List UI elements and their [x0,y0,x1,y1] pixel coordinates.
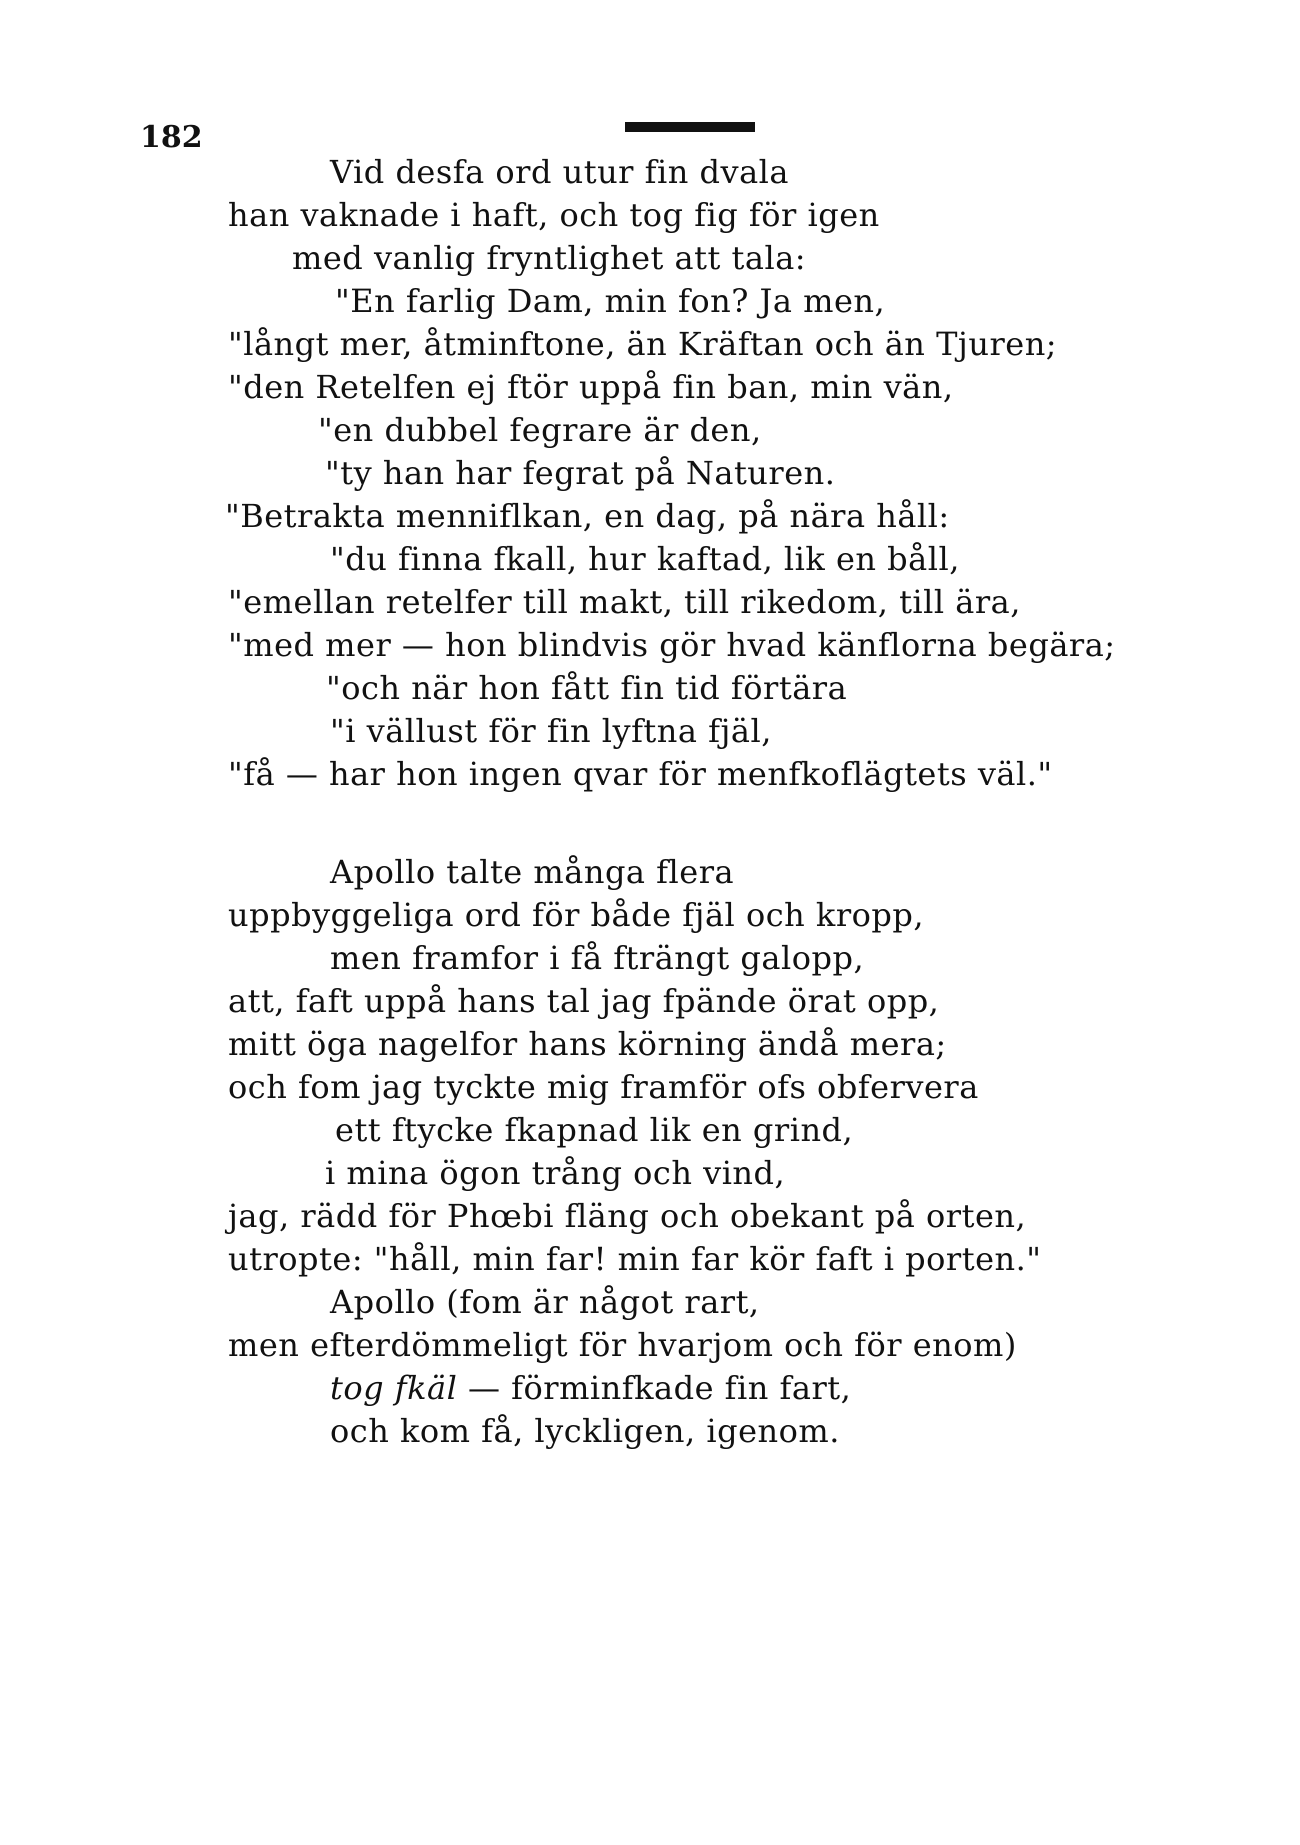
poem-line: Apollo (fom är något rart, [330,1283,760,1321]
poem-line: han vaknade i haft, och tog fig för igen [228,196,880,234]
poem-line: att, faft uppå hans tal jag fpände örat opp, [228,982,940,1020]
poem-line: "ty han har fegrat på Naturen. [325,454,836,492]
poem-line: "En farlig Dam, min fon? Ja men, [335,282,886,320]
poem-line: Apollo talte många flera [330,853,735,891]
poem-line: "och när hon fått fin tid förtära [326,669,848,707]
poem-line: jag, rädd för Phœbi fläng och obekant på orten, [228,1197,1027,1235]
poem-line: "du finna fkall, hur kaftad, lik en båll, [330,540,960,578]
poem-line: uppbyggeliga ord för både fjäl och kropp, [228,896,925,934]
poem-line: "den Retelfen ej ftör uppå fin ban, min vän, [228,368,954,406]
poem-line: "en dubbel fegrare är den, [318,411,762,449]
poem-line: med vanlig fryntlighet att tala: [292,239,807,277]
poem-line: och kom få, lyckligen, igenom. [330,1412,840,1450]
poem-line: "få — har hon ingen qvar för menfkoflägtets väl." [228,755,1053,793]
poem-line: men efterdömmeligt för hvarjom och för enom) [228,1326,1017,1364]
poem-line: tog fkäl — förminfkade fin fart, [330,1369,852,1407]
poem-line: mitt öga nagelfor hans körning ändå mera; [228,1025,947,1063]
poem-line: ett ftycke fkapnad lik en grind, [335,1111,854,1149]
poem-line: "i vällust för fin lyftna fjäl, [330,712,772,750]
poem-line: utropte: "håll, min far! min far kör faft i porten." [228,1240,1042,1278]
italic-fragment: tog fkäl [330,1369,458,1407]
poem-line: "Betrakta menniflkan, en dag, på nära håll: [225,497,950,535]
poem-line: "långt mer, åtminftone, än Kräftan och än Tjuren; [228,325,1058,363]
header-rule [625,122,755,132]
poem-line: och fom jag tyckte mig framför ofs obfervera [228,1068,979,1106]
poem-line: "emellan retelfer till makt, till rikedom, till ära, [228,583,1021,621]
page-number: 182 [140,120,203,155]
poem-line: Vid desfa ord utur fin dvala [330,153,789,191]
poem-line: "med mer — hon blindvis gör hvad känflorna begära; [228,626,1116,664]
poem-line: men framfor i få fträngt galopp, [330,939,865,977]
poem-line: i mina ögon trång och vind, [325,1154,786,1192]
